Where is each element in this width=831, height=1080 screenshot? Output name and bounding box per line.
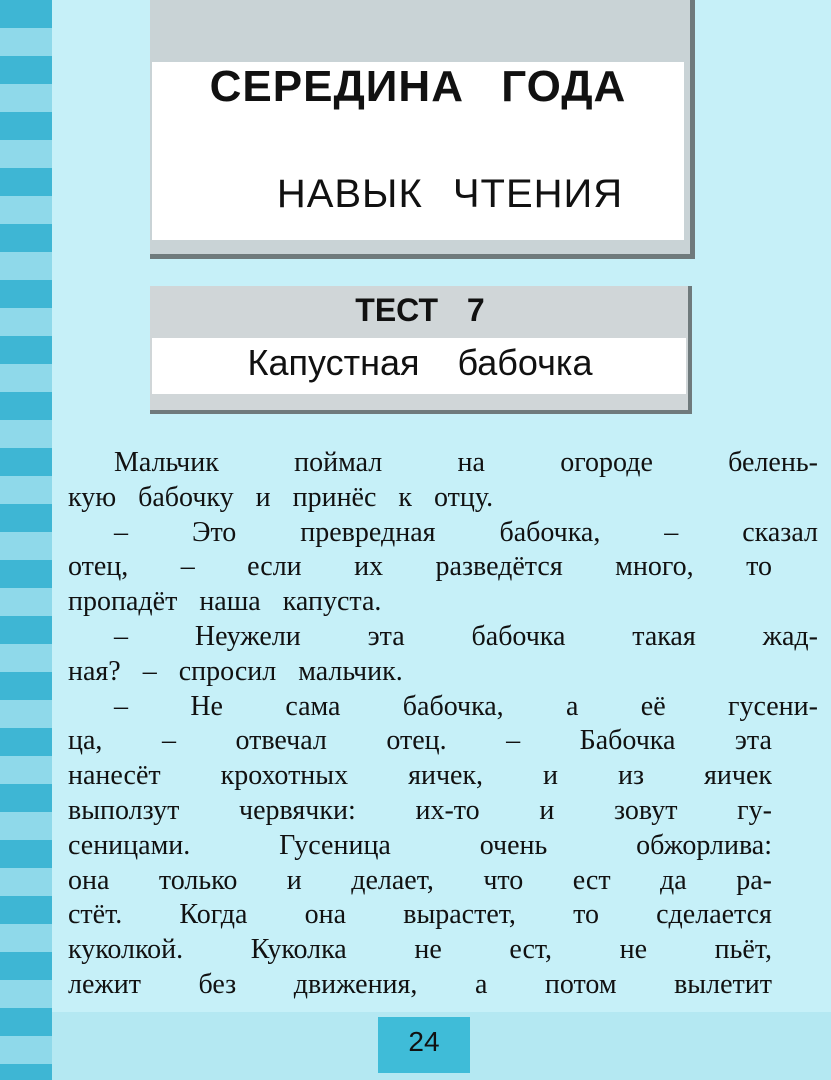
text-line: отец, – если их разведётся много, то bbox=[68, 551, 772, 583]
story-text bbox=[68, 446, 818, 1003]
page-number: 24 bbox=[408, 1026, 440, 1057]
text-line: ца, – отвечал отец. – Бабочка эта bbox=[68, 725, 772, 757]
text-line: выползут червячки: их-то и зовут гу- bbox=[68, 794, 772, 826]
text-line: ная? – спросил мальчик. bbox=[68, 655, 403, 687]
section-subtitle: НАВЫК ЧТЕНИЯ bbox=[276, 172, 624, 216]
text-line: – Это превредная бабочка, – сказал bbox=[114, 516, 818, 548]
text-line: кую бабочку и принёс к отцу. bbox=[68, 481, 494, 513]
text-line: – Не сама бабочка, а её гусени- bbox=[114, 690, 818, 722]
text-line: лежит без движения, а потом вылетит bbox=[68, 968, 772, 1000]
story-title: Капустная бабочка bbox=[247, 342, 593, 383]
left-decorative-strip bbox=[0, 0, 52, 1080]
text-line: стёт. Когда она вырастет, то сделается bbox=[68, 899, 772, 931]
text-line: Мальчик поймал на огороде белень- bbox=[114, 447, 818, 478]
text-line: она только и делает, что ест да ра- bbox=[68, 864, 772, 896]
text-line: сеницами. Гусеница очень обжорлива: bbox=[68, 829, 772, 861]
text-line: пропадёт наша капуста. bbox=[68, 586, 382, 618]
text-line: нанесёт крохотных яичек, и из яичек bbox=[68, 760, 772, 792]
test-label: ТЕСТ 7 bbox=[355, 292, 485, 328]
text-line: куколкой. Куколка не ест, не пьёт, bbox=[68, 934, 772, 966]
section-title: СЕРЕДИНА ГОДА bbox=[209, 62, 627, 111]
text-line: – Неужели эта бабочка такая жад- bbox=[114, 620, 818, 652]
